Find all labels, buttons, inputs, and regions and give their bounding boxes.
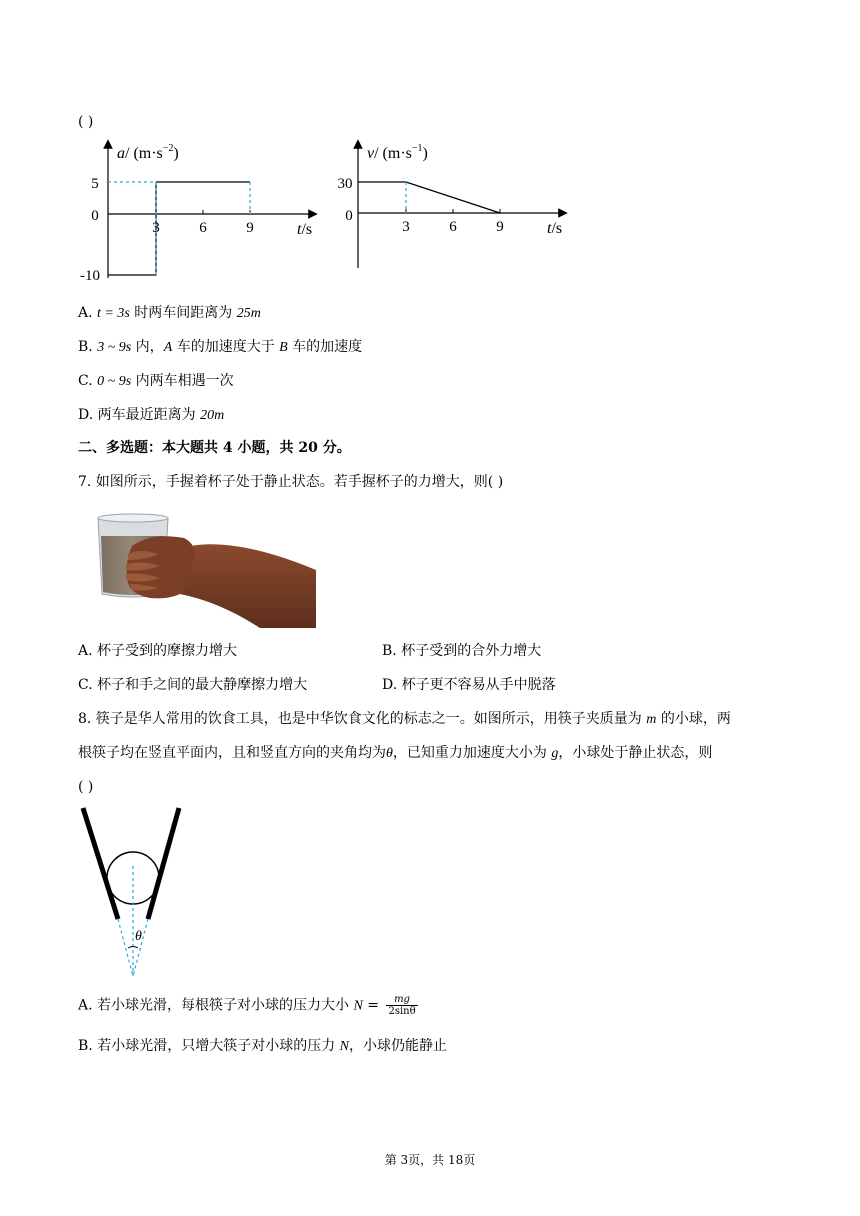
a-xtick-6: 6: [199, 220, 207, 236]
section-heading-multiple-choice: 二、多选题：本大题共 4 小题，共 20 分。: [78, 440, 351, 456]
q7-option-a: A. 杯子受到的摩擦力增大: [78, 643, 238, 659]
v-xtick-3: 3: [402, 219, 410, 235]
v-graph-line: [358, 182, 500, 213]
right-extension-dashed: [133, 919, 148, 976]
left-extension-dashed: [118, 919, 133, 976]
q6-option-b: B. 3 ~ 9s 内，A 车的加速度大于 B 车的加速度: [78, 339, 363, 355]
v-ylabel: v/ $(m\cdot s^{-1})$: [367, 143, 428, 162]
q6-answer-paren: ( ): [78, 114, 94, 130]
fraction: $\frac{mg}{2\sin\theta}$: [388, 994, 416, 1017]
q8-option-a: A. 若小球光滑，每根筷子对小球的压力大小 N = $\frac{mg}{2\sin\theta}$: [78, 994, 416, 1017]
q8-answer-paren: ( ): [78, 779, 94, 795]
a-ylabel: a/ $(m\cdot s^{-2})$: [117, 143, 179, 162]
v-xtick-6: 6: [449, 219, 457, 235]
v-xtick-9: 9: [496, 219, 504, 235]
a-xlabel: t/s: [297, 221, 313, 238]
a-ytick-5: 5: [91, 176, 99, 192]
q6-option-a: A. t = 3s 时两车间距离为 25m: [78, 305, 261, 321]
q6-option-c: C. 0 ~ 9s 内两车相遇一次: [78, 373, 234, 389]
a-ytick-0: 0: [91, 208, 99, 224]
hand-holding-cup-image: [80, 502, 318, 630]
a-graph-line-segment-1: [108, 182, 156, 275]
q7-option-c: C. 杯子和手之间的最大静摩擦力增大: [78, 677, 308, 693]
chopsticks-ball-figure: [78, 806, 188, 978]
q8-stem-line-1: 8. 筷子是华人常用的饮食工具，也是中华饮食文化的标志之一。如图所示，用筷子夹质量为 m 的小球，两: [78, 711, 731, 727]
q8-option-b: B. 若小球光滑，只增大筷子对小球的压力 N，小球仍能静止: [78, 1038, 447, 1054]
v-ytick-30: 30: [337, 176, 353, 192]
q7-option-b: B. 杯子受到的合外力增大: [382, 643, 542, 659]
q7-option-d: D. 杯子更不容易从手中脱落: [382, 677, 556, 693]
v-xlabel: t/s: [547, 220, 563, 237]
a-xtick-3: 3: [152, 220, 160, 236]
left-chopstick: [83, 808, 118, 919]
a-xtick-9: 9: [246, 220, 254, 236]
acceleration-time-graph: [75, 138, 325, 288]
q8-stem-line-2: 根筷子均在竖直平面内，且和竖直方向的夹角均为θ，已知重力加速度大小为 g，小球处于静止状态，则: [78, 745, 713, 761]
page-footer: 第 3页，共 18页: [384, 1153, 476, 1167]
q7-stem: 7. 如图所示，手握着杯子处于静止状态。若手握杯子的力增大，则( ): [78, 474, 504, 490]
angle-arc: [128, 947, 138, 949]
a-ytick-neg10: -10: [80, 268, 100, 284]
right-chopstick: [148, 808, 179, 919]
v-ytick-0: 0: [345, 208, 353, 224]
velocity-time-graph: [325, 138, 575, 288]
theta-label: θ: [135, 929, 142, 944]
q6-option-d: D. 两车最近距离为 20m: [78, 407, 225, 423]
